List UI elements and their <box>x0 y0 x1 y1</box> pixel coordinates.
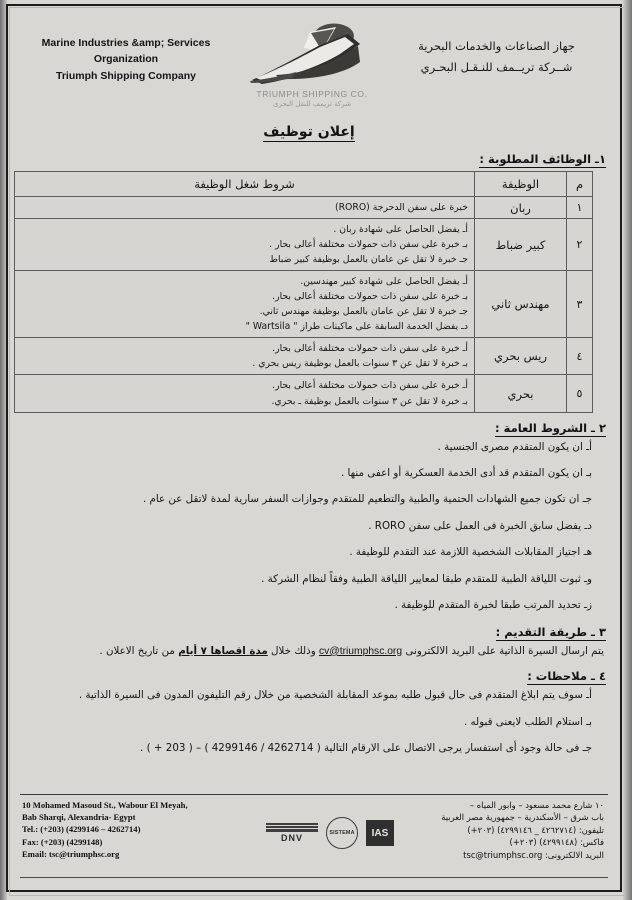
table-row <box>15 197 593 219</box>
cell-conditions <box>15 375 475 412</box>
condition-line: بـ خبرة لا تقل عن ٣ سنوات بالعمل بوظيفة ريس بحري . <box>252 358 468 370</box>
page-title <box>14 124 612 140</box>
footer-en-line: Bab Sharqi, Alexandria- Egypt <box>22 812 136 823</box>
dnv-bars-icon <box>266 823 318 832</box>
list-item: بـ استلام الطلب لايعنى قبوله . <box>463 715 592 728</box>
header-en-line-1: Marine Industries &amp; Services <box>41 37 211 49</box>
footer-en-line: Email: tsc@triumphsc.org <box>22 848 120 859</box>
condition-line: بـ خبرة لا تقل عن ٣ سنوات بالعمل بوظيفة ـ بحري. <box>271 395 468 407</box>
sistema-logo <box>326 817 358 849</box>
sistema-label: SISTEMA <box>329 830 355 836</box>
condition-line: خبرة على سفن الدحرجة (RORO) <box>334 202 468 213</box>
list-item: دـ يفضل سابق الخبرة فى العمل على سفن RORO . <box>368 519 592 532</box>
condition-line: أـ يفضل الحاصل على شهادة ربان . <box>333 224 468 236</box>
condition-line: جـ خبرة لا تقل عن عامان بالعمل بوظيفة مهندس ثاني. <box>259 306 468 318</box>
list-item: أـ ان يكون المتقدم مصرى الجنسية . <box>437 440 592 453</box>
cell-conditions <box>15 219 475 271</box>
list-item: جـ فى حالة وجود أى استفسار يرجى الاتصال على الارقام التالية ( 4262714 / 4299146 ) – ( 203 + ) . <box>140 741 592 754</box>
page-title-text: إعلان توظيف <box>263 124 355 140</box>
footer-ar-line: البريد الالكترونى: tsc@triumphsc.org <box>463 849 604 860</box>
header-ar-line-1: جهاز الصناعات والخدمات البحرية <box>418 39 575 53</box>
footer-en-line: Tel.: (+203) (4299146 – 4262714) <box>22 824 141 835</box>
cell-conditions <box>15 271 475 338</box>
table-header-row <box>15 172 593 197</box>
cell-number: ٤ <box>567 338 593 375</box>
application-deadline: مدة اقصاها ٧ أيام <box>178 644 268 657</box>
section-heading-jobs: ١ـ الوظائف المطلوبة : <box>479 152 606 166</box>
ias-logo <box>366 820 394 846</box>
condition-line: أـ يفضل الحاصل على شهادة كبير مهندسين. <box>300 276 468 288</box>
footer-ar-line: تليفون: (٤٢٦٢٧١٤ _ ٤٢٩٩١٤٦) (٢٠٣+) <box>467 824 604 835</box>
dnv-label: DNV <box>280 833 303 844</box>
cell-job-title: مهندس ثاني <box>475 271 567 338</box>
application-email-link[interactable]: cv@triumphsc.org <box>318 645 403 657</box>
cell-number: ١ <box>567 197 593 219</box>
footer-en-line: Fax: (+203) (4299148) <box>22 836 103 847</box>
apply-text-after: من تاريخ الاعلان . <box>99 644 179 657</box>
document-footer <box>20 794 608 872</box>
document-header <box>14 10 612 122</box>
table-row <box>15 219 593 271</box>
cell-conditions <box>15 338 475 375</box>
table-row <box>15 338 593 375</box>
logo-text-arabic: شركة تريمف للنقل البحرى <box>273 100 351 108</box>
footer-en-line: 10 Mohamed Masoud St., Wabour El Meyah, <box>22 800 188 810</box>
condition-line: بـ خبرة على سفن ذات حمولات مختلفة أعالى بحار. <box>272 291 468 303</box>
header-en-line-3: Triumph Shipping Company <box>56 69 196 82</box>
header-english-title <box>26 35 226 84</box>
page-left-edge-shadow <box>0 0 7 900</box>
cell-number: ٥ <box>567 375 593 412</box>
cell-number: ٢ <box>567 219 593 271</box>
table-row <box>15 271 593 338</box>
footer-ar-line: باب شرق – الأسكندرية – جمهورية مصر العربية <box>441 812 604 823</box>
cell-job-title: كبير ضباط <box>475 219 567 271</box>
col-header-number: م <box>567 172 593 197</box>
application-method-text <box>20 644 604 659</box>
apply-text-middle: وذلك خلال <box>267 644 319 657</box>
table-row <box>15 375 593 412</box>
col-header-conditions: شروط شغل الوظيفة <box>15 172 475 197</box>
section-heading-application-method: ٣ ـ طريقة التقديم : <box>495 624 606 639</box>
list-item: زـ تحديد المرتب طبقا لخبرة المتقدم للوظيفة . <box>394 599 592 612</box>
cell-number: ٣ <box>567 271 593 338</box>
condition-line: أـ خبرة على سفن ذات حمولات مختلفة أعالى بحار. <box>272 343 468 355</box>
col-header-job: الوظيفة <box>475 172 567 197</box>
list-item: جـ ان تكون جميع الشهادات الحتمية والطبية والتطعيم للمتقدم وجوازات السفر سارية لمدة لاتقل عن عام . <box>142 493 592 506</box>
list-item: وـ ثبوت اللياقة الطبية للمتقدم طبقا لمعايير اللياقة الطبية وفقاً لنظام الشركة . <box>261 572 592 585</box>
section-heading-notes: ٤ ـ ملاحظات : <box>527 669 606 684</box>
triumph-sail-bird-icon <box>248 22 376 88</box>
cell-job-title: بحري <box>475 375 567 412</box>
footer-arabic-address <box>441 799 604 861</box>
certification-logos <box>266 817 394 849</box>
header-arabic-title <box>389 36 604 79</box>
cell-job-title: ريس بحري <box>475 338 567 375</box>
dnv-logo <box>266 823 318 844</box>
section-heading-general-conditions: ٢ ـ الشروط العامة : <box>495 420 606 435</box>
page-right-edge-shadow <box>623 0 632 900</box>
header-ar-line-2: شــركة تريــمف للنـقـل البحـري <box>420 60 573 75</box>
condition-line: أـ خبرة على سفن ذات حمولات مختلفة أعالى بحار. <box>272 380 468 392</box>
apply-text-before: يتم ارسال السيرة الذاتية على البريد الالكترونى <box>402 644 604 657</box>
list-item: هـ اجتياز المقابلات الشخصية اللازمة عند التقدم للوظيفة . <box>349 546 592 559</box>
general-conditions-list <box>20 440 602 614</box>
list-item: أـ سوف يتم ابلاغ المتقدم فى حال قبول طلبه بموعد المقابلة الشخصية من خلال رقم التليفون المدون فى السيرة الذاتية . <box>78 689 592 702</box>
condition-line: بـ خبرة على سفن ذات حمولات مختلفة أعالى بحار . <box>269 239 468 251</box>
footer-ar-line: فاكس: (٤٢٩٩١٤٨) (٢٠٣+) <box>509 837 604 848</box>
cell-job-title: ربان <box>475 197 567 219</box>
ias-label: IAS <box>371 827 389 839</box>
condition-line: جـ خبرة لا تقل عن عامان بالعمل بوظيفة كبير ضباط <box>269 254 468 266</box>
company-logo <box>232 22 392 122</box>
condition-line: دـ يفضل الخدمة السابقة على ماكينات طراز " Wartsila " <box>245 321 468 333</box>
header-en-line-2: Organization <box>93 53 159 66</box>
footer-english-address <box>22 799 188 860</box>
footer-ar-line: ١٠ شارع محمد مسعود – وابور المياه – <box>469 800 604 810</box>
cell-conditions <box>15 197 475 219</box>
list-item: بـ ان يكون المتقدم قد أدى الخدمة العسكرية أو اعفى منها . <box>340 467 592 479</box>
jobs-table <box>14 171 593 413</box>
document-content <box>14 10 612 888</box>
logo-text-english: TRIUMPH SHIPPING CO. <box>256 89 368 99</box>
notes-list <box>20 688 602 756</box>
